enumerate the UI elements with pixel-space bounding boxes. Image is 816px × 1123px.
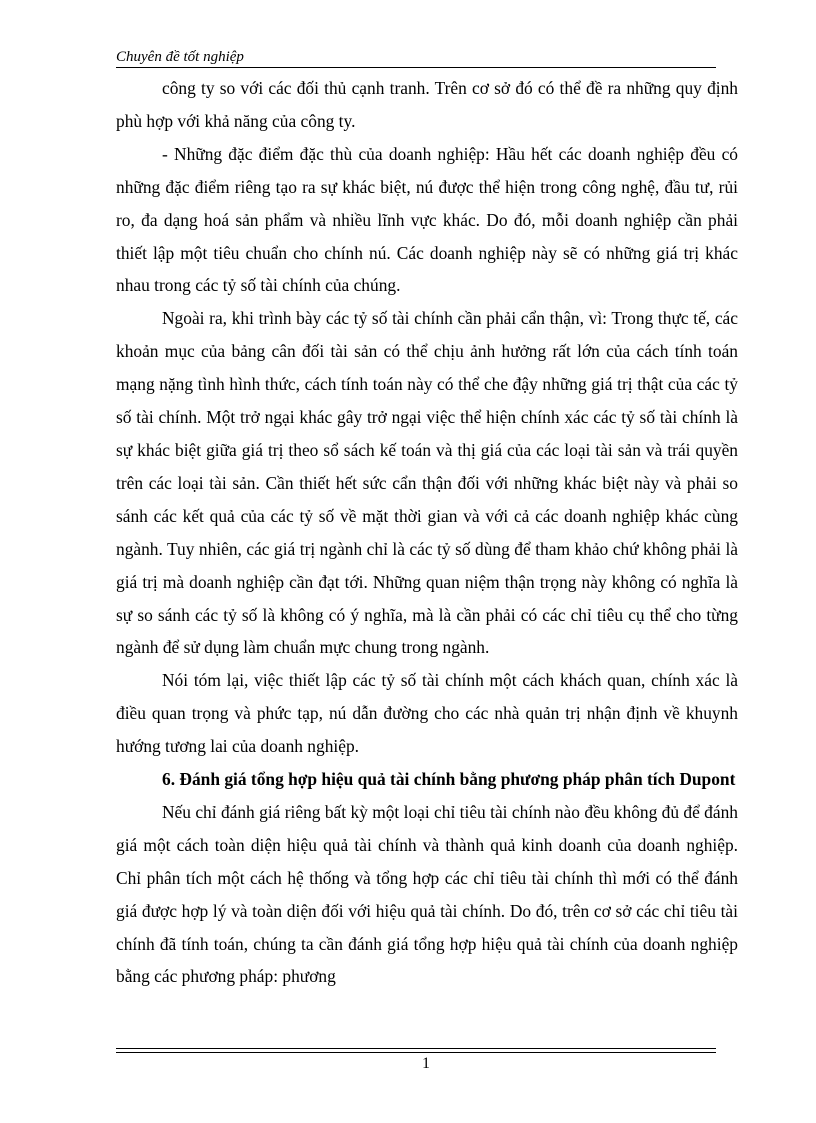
paragraph: công ty so với các đối thủ cạnh tranh. Trên cơ sở đó có thể đề ra những quy định phù hợp với khả năng của công ty. xyxy=(116,78,738,131)
paragraph: - Những đặc điểm đặc thù của doanh nghiệp: Hầu hết các doanh nghiệp đều có những đặc điểm riêng tạo ra sự khác biệt, nú được thể hiện trong công nghệ, đầu tư, rủi ro, đa dạng hoá sản phẩm và nhiều lĩnh vực khác. Do đó, mỗi doanh nghiệp cần phải thiết lập một tiêu chuẩn cho chính nú. Các doanh nghiệp này sẽ có những giá trị khác nhau trong các tỷ số tài chính của chúng. xyxy=(116,143,738,296)
paragraph: Nếu chỉ đánh giá riêng bất kỳ một loại chỉ tiêu tài chính nào đều không đủ để đánh giá một cách toàn diện hiệu quả tài chính và thành quả kinh doanh của doanh nghiệp. Chỉ phân tích một cách hệ thống và tổng hợp các chỉ tiêu tài chính thì mới có thể đánh giá được hợp lý và toàn diện đối với hiệu quả tài chính. Do đó, trên cơ sở các chỉ tiêu tài chính đã tính toán, chúng ta cần đánh giá tổng hợp hiệu quả tài chính của doanh nghiệp bằng các phương pháp: phương xyxy=(116,801,738,987)
paragraph: Ngoài ra, khi trình bày các tỷ số tài chính cần phải cẩn thận, vì: Trong thực tế, các khoản mục của bảng cân đối tài sản có thể chịu ảnh hưởng rất lớn của cách tính toán mạng nặng tình hình thức, cách tính toán này có thể che đậy những giá trị thật của các tỷ số tài chính. Một trở ngại khác gây trở ngại việc thể hiện chính xác các tỷ số tài chính là sự khác biệt giữa giá trị theo sổ sách kế toán và thị giá của các loại tài sản và trái quyền trên các loại tài sản. Cần thiết hết sức cẩn thận đối với những khác biệt này và phải so sánh các kết quả của các tỷ số về mặt thời gian và với cả các doanh nghiệp khác cùng ngành. Tuy nhiên, các giá trị ngành chỉ là các tỷ số dùng để tham khảo chứ không phải là giá trị mà doanh nghiệp cần đạt tới. Những quan niệm thận trọng này không có nghĩa là sự so sánh các tỷ số là không có ý nghĩa, mà là cần phải có các chỉ tiêu cụ thể cho từng ngành để sử dụng làm chuẩn mực chung trong ngành. xyxy=(116,308,738,658)
header-divider xyxy=(116,67,716,68)
page-number: 1 xyxy=(422,1055,430,1072)
document-body xyxy=(116,72,738,993)
running-header: Chuyên đề tốt nghiệp xyxy=(116,49,244,65)
footer-divider xyxy=(116,1052,716,1053)
paragraph: Nói tóm lại, việc thiết lập các tỷ số tài chính một cách khách quan, chính xác là điều quan trọng và phức tạp, nú dẫn đường cho các nhà quản trị nhận định về khuynh hướng tương lai của doanh nghiệp. xyxy=(116,670,738,757)
footer-divider xyxy=(116,1048,716,1049)
section-heading: 6. Đánh giá tổng hợp hiệu quả tài chính bằng phương pháp phân tích Dupont xyxy=(162,769,736,790)
